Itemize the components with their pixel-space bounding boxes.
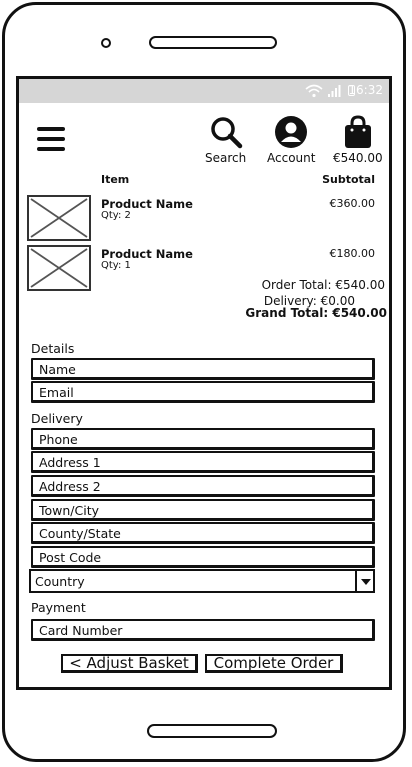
search-button[interactable] [205, 115, 246, 165]
delivery-cost: Delivery: €0.00 [263, 294, 355, 308]
order-total: Order Total: €540.00 [261, 278, 385, 292]
adjust-basket-button[interactable]: < Adjust Basket [61, 654, 198, 673]
home-button[interactable] [147, 724, 277, 738]
product-qty: Qty: 2 [101, 210, 131, 221]
product-image-placeholder[interactable] [27, 245, 91, 291]
account-icon [274, 115, 308, 149]
product-image-placeholder[interactable] [27, 195, 91, 241]
product-name[interactable]: Product Name [101, 247, 193, 261]
product-name[interactable]: Product Name [101, 197, 193, 211]
country-selected-value: Country [35, 574, 85, 589]
item-column-header: Item [101, 173, 130, 186]
search-label: Search [205, 151, 247, 165]
screen [16, 76, 392, 690]
grand-total: Grand Total: €540.00 [245, 306, 387, 320]
account-label: Account [267, 151, 316, 165]
delivery-section-label: Delivery [31, 411, 83, 426]
card-number-input[interactable]: Card Number [31, 619, 375, 641]
email-input[interactable]: Email [31, 381, 375, 403]
town-input[interactable]: Town/City [31, 499, 375, 521]
basket-total: €540.00 [333, 151, 383, 165]
shopping-bag-icon [341, 115, 375, 149]
image-placeholder-icon [29, 247, 89, 289]
name-input[interactable]: Name [31, 358, 375, 380]
address1-input[interactable]: Address 1 [31, 451, 375, 473]
search-icon [209, 115, 243, 149]
camera-icon [101, 38, 111, 48]
image-placeholder-icon [29, 197, 89, 239]
chevron-down-icon[interactable] [355, 571, 373, 591]
county-input[interactable]: County/State [31, 522, 375, 544]
account-button[interactable] [267, 115, 315, 165]
status-bar [19, 79, 389, 103]
speaker-grille [149, 36, 277, 49]
subtotal-column-header: Subtotal [322, 173, 375, 186]
status-time: 16:32 [348, 83, 383, 97]
product-subtotal: €360.00 [329, 197, 375, 210]
wifi-icon [305, 84, 323, 98]
phone-input[interactable]: Phone [31, 428, 375, 450]
postcode-input[interactable]: Post Code [31, 546, 375, 568]
signal-icon [327, 84, 341, 98]
country-select[interactable] [29, 569, 375, 593]
details-section-label: Details [31, 341, 75, 356]
address2-input[interactable]: Address 2 [31, 475, 375, 497]
complete-order-button[interactable]: Complete Order [205, 654, 343, 673]
menu-icon[interactable] [37, 127, 65, 151]
basket-button[interactable] [333, 115, 383, 165]
product-qty: Qty: 1 [101, 260, 131, 271]
product-subtotal: €180.00 [329, 247, 375, 260]
payment-section-label: Payment [31, 600, 86, 615]
